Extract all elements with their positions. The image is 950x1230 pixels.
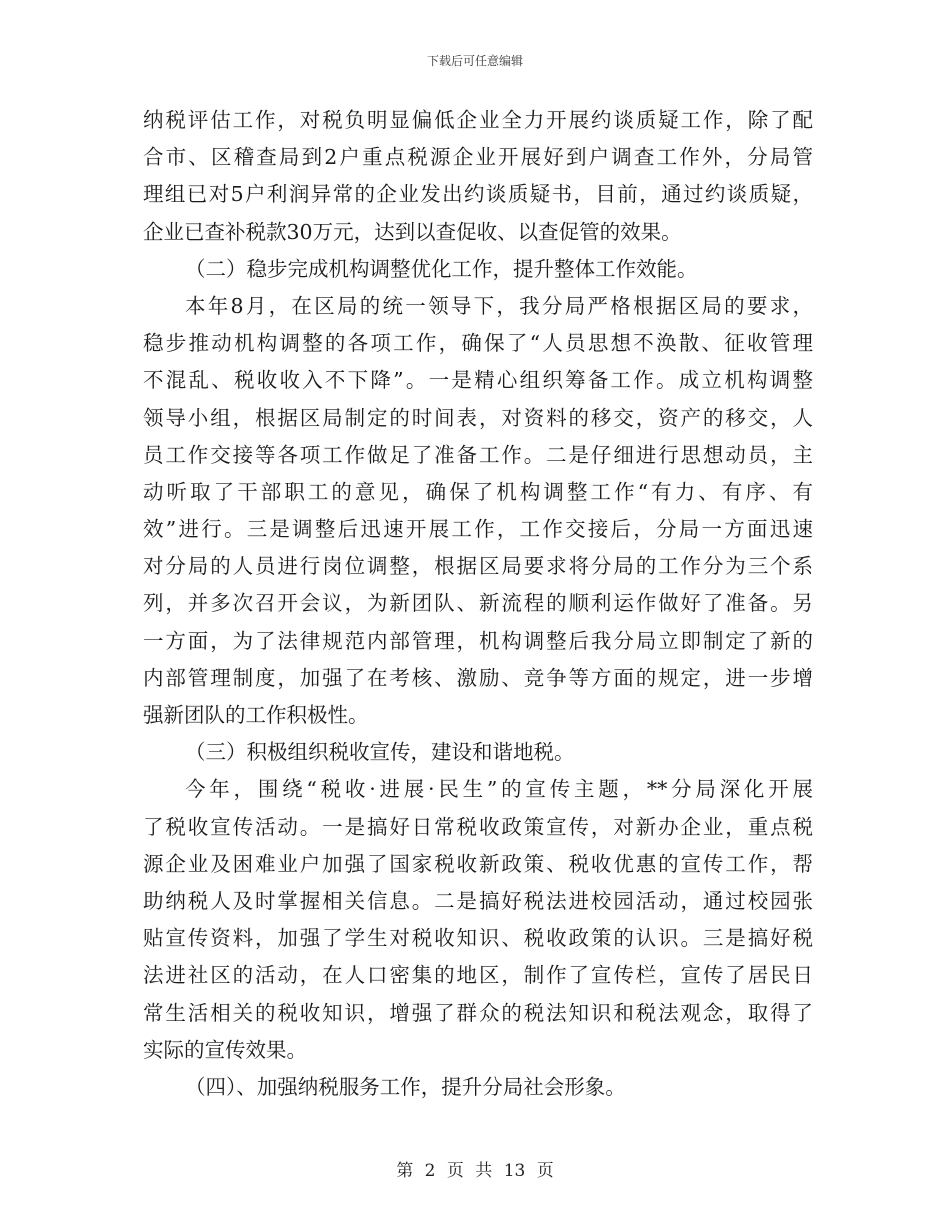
body-line: 今年，围绕“税收·进展·民生”的宣传主题，**分局深化开展 [185,777,813,802]
body-line: 列，并多次召开会议，为新团队、新流程的顺利运作做好了准备。另 [143,591,813,616]
body-line: 贴宣传资料，加强了学生对税收知识、税收政策的认识。三是搞好税 [143,926,813,951]
body-line: 常生活相关的税收知识，增强了群众的税法知识和税法观念，取得了 [143,1000,813,1025]
page-header: 下载后可任意编辑 [426,54,523,68]
body-line: 合市、区稽查局到2户重点税源企业开展好到户调查工作外，分局管 [143,145,813,170]
body-line: 本年8月，在区局的统一领导下，我分局严格根据区局的要求， [185,293,813,318]
body-line: 实际的宣传效果。 [143,1037,307,1062]
body-line: （三）积极组织税收宣传，建设和谐地税。 [185,740,575,765]
body-line: 法进社区的活动，在人口密集的地区，制作了宣传栏，宣传了居民日 [143,963,813,988]
body-line: 强新团队的工作积极性。 [143,703,369,727]
body-line: （四）、加强纳税服务工作，提升分局社会形象。 [185,1074,626,1099]
body-line: 企业已查补税款30万元，达到以查促收、以查促管的效果。 [143,219,682,244]
body-line: 内部管理制度，加强了在考核、激励、竞争等方面的规定，进一步增 [143,665,813,690]
document-body [143,102,813,1106]
body-line: 动听取了干部职工的意见，确保了机构调整工作“有力、有序、有 [143,479,813,504]
body-line: 稳步推动机构调整的各项工作，确保了“人员思想不涣散、征收管理 [143,331,813,356]
body-line: 领导小组，根据区局制定的时间表，对资料的移交，资产的移交，人 [143,405,813,430]
page-footer: 第 2 页 共 13 页 [396,1161,554,1181]
body-line: 不混乱、税收收入不下降”。一是精心组织筹备工作。成立机构调整 [143,368,813,393]
body-line: 助纳税人及时掌握相关信息。二是搞好税法进校园活动，通过校园张 [143,888,813,913]
body-line: 了税收宣传活动。一是搞好日常税收政策宣传，对新办企业，重点税 [143,814,813,839]
body-line: 一方面，为了法律规范内部管理，机构调整后我分局立即制定了新的 [143,628,813,653]
body-line: 纳税评估工作，对税负明显偏低企业全力开展约谈质疑工作，除了配 [143,108,813,132]
body-line: 理组已对5户利润异常的企业发出约谈质疑书，目前，通过约谈质疑， [143,182,813,207]
body-line: 源企业及困难业户加强了国家税收新政策、税收优惠的宣传工作，帮 [143,851,813,876]
body-line: 员工作交接等各项工作做足了准备工作。二是仔细进行思想动员，主 [143,442,813,467]
body-line: （二）稳步完成机构调整优化工作，提升整体工作效能。 [185,256,698,281]
body-line: 效”进行。三是调整后迅速开展工作，工作交接后，分局一方面迅速 [143,517,813,542]
body-line: 对分局的人员进行岗位调整，根据区局要求将分局的工作分为三个系 [143,554,813,579]
